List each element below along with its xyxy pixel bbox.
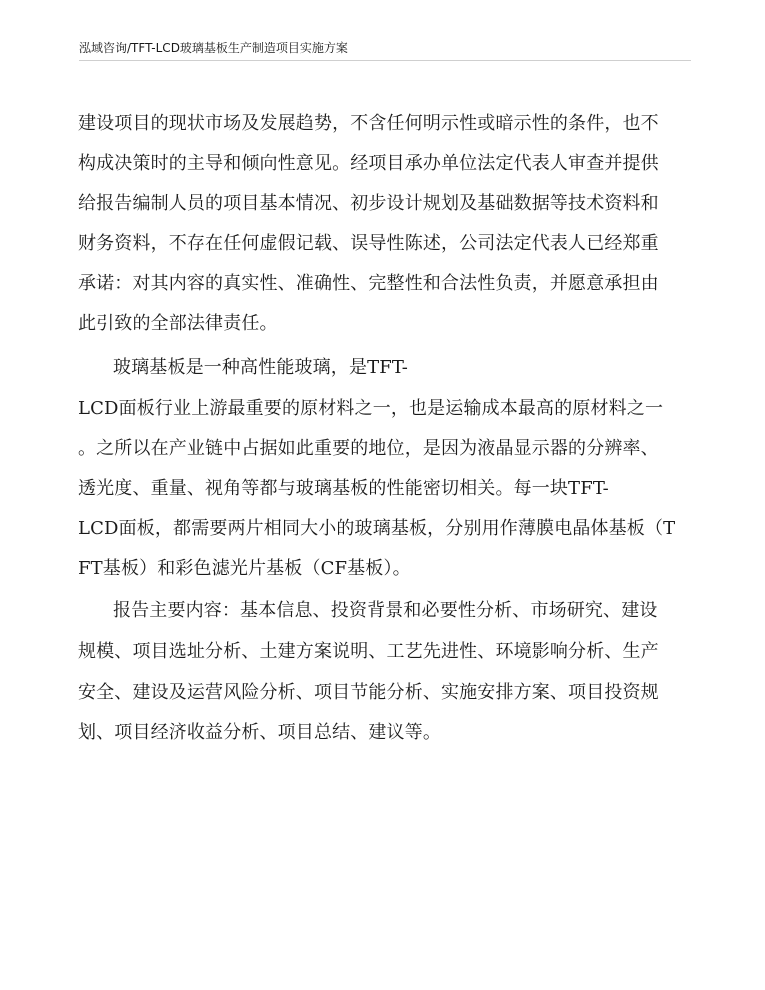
paragraph-line: LCD面板行业上游最重要的原材料之一，也是运输成本最高的原材料之一 xyxy=(78,398,664,419)
paragraph-line: 透光度、重量、视角等都与玻璃基板的性能密切相关。每一块TFT- xyxy=(78,478,609,499)
paragraph-line: 财务资料，不存在任何虚假记载、误导性陈述，公司法定代表人已经郑重 xyxy=(78,233,659,254)
paragraph-line: 划、项目经济收益分析、项目总结、建议等。 xyxy=(78,722,441,743)
paragraph-line: 。之所以在产业链中占据如此重要的地位，是因为液晶显示器的分辨率、 xyxy=(78,438,659,459)
paragraph-line: 承诺：对其内容的真实性、准确性、完整性和合法性负责，并愿意承担由 xyxy=(78,273,659,294)
paragraph-line: 规模、项目选址分析、土建方案说明、工艺先进性、环境影响分析、生产 xyxy=(78,641,659,662)
paragraph-line: 建设项目的现状市场及发展趋势，不含任何明示性或暗示性的条件，也不 xyxy=(78,113,659,134)
paragraph-line: FT基板）和彩色滤光片基板（CF基板）。 xyxy=(78,558,411,579)
paragraph-line: 此引致的全部法律责任。 xyxy=(78,313,278,334)
header-divider xyxy=(79,60,691,61)
running-header: 泓域咨询/TFT-LCD玻璃基板生产制造项目实施方案 xyxy=(79,41,348,55)
paragraph-line: 给报告编制人员的项目基本情况、初步设计规划及基础数据等技术资料和 xyxy=(78,193,659,214)
paragraph-line: LCD面板，都需要两片相同大小的玻璃基板，分别用作薄膜电晶体基板（T xyxy=(78,518,676,539)
paragraph-line: 构成决策时的主导和倾向性意见。经项目承办单位法定代表人审查并提供 xyxy=(78,153,659,174)
paragraph-line: 报告主要内容：基本信息、投资背景和必要性分析、市场研究、建设 xyxy=(113,600,658,621)
paragraph-line: 玻璃基板是一种高性能玻璃，是TFT- xyxy=(113,357,408,378)
paragraph-line: 安全、建设及运营风险分析、项目节能分析、实施安排方案、项目投资规 xyxy=(78,682,659,703)
